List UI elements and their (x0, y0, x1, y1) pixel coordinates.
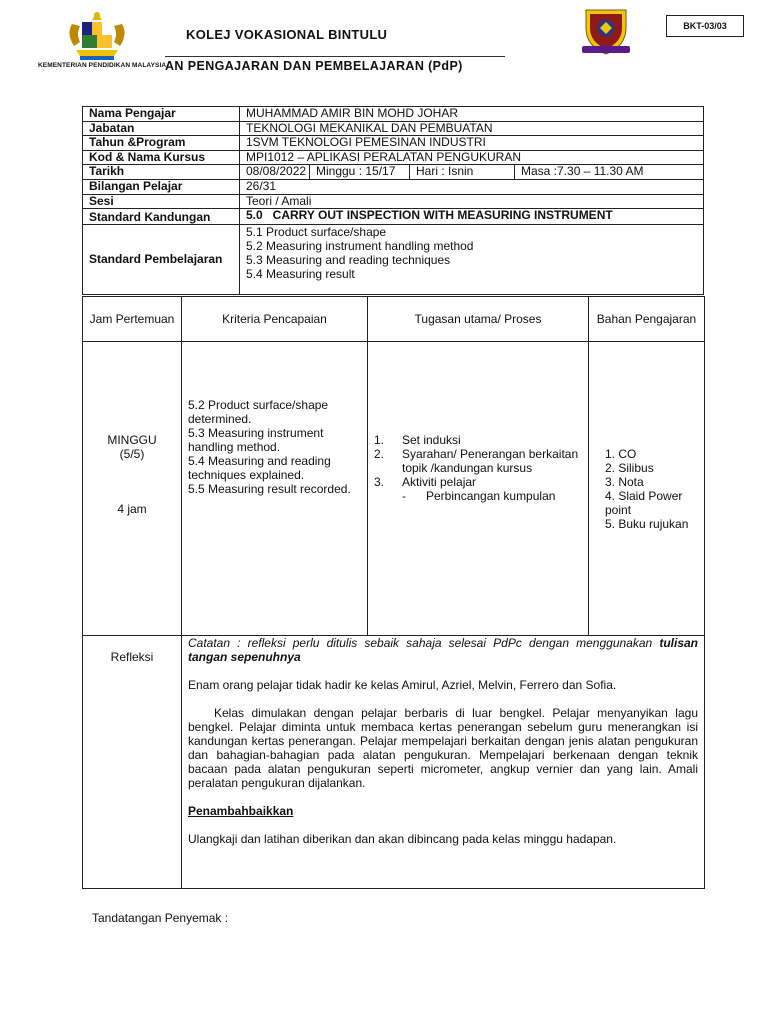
document-title: AN PENGAJARAN DAN PEMBELAJARAN (PdP) (165, 59, 463, 73)
row-kod-kursus (83, 150, 704, 165)
value-standard-pembelajaran (240, 225, 704, 295)
pembelajaran-item: 5.2 Measuring instrument handling method (246, 239, 474, 253)
label-standard-kandungan: Standard Kandungan (83, 209, 240, 225)
refleksi-note-bold: tulisan tangan sepenuhnya (188, 636, 699, 664)
refleksi-label: Refleksi (83, 636, 182, 889)
bahan-item: 1. CO (605, 447, 637, 461)
value-nama-pengajar: MUHAMMAD AMIR BIN MOHD JOHAR (240, 107, 704, 122)
refleksi-heading: Penambahbaikkan (188, 804, 294, 818)
tugasan-num: 3. (374, 475, 385, 489)
row-standard-kandungan (83, 209, 704, 225)
content-row (83, 342, 705, 636)
row-sesi (83, 194, 704, 209)
malaysia-coat-of-arms-icon (62, 10, 132, 62)
header-tugasan: Tugasan utama/ Proses (368, 297, 589, 342)
tugasan-text: Syarahan/ Penerangan berkaitan topik /kandungan kursus (402, 447, 579, 475)
pembelajaran-item: 5.1 Product surface/shape (246, 225, 387, 239)
kriteria-item: 5.2 Product surface/shape determined. (188, 398, 329, 426)
value-sesi: Teori / Amali (240, 194, 704, 209)
refleksi-note-text: Catatan : refleksi perlu ditulis sebaik sahaja selesai PdPc dengan menggunakan (188, 636, 653, 650)
ministry-name: KEMENTERIAN PENDIDIKAN MALAYSIA (38, 62, 167, 69)
row-bilangan (83, 180, 704, 195)
row-jabatan (83, 121, 704, 136)
jam-minggu: MINGGU (107, 433, 157, 447)
header-kriteria: Kriteria Pencapaian (182, 297, 368, 342)
form-code: BKT-03/03 (666, 15, 744, 37)
jam-week: (5/5) (119, 447, 145, 461)
row-tahun-program (83, 136, 704, 151)
tarikh-date: 08/08/2022 (240, 165, 310, 179)
label-jabatan: Jabatan (83, 121, 240, 136)
label-kod-kursus: Kod & Nama Kursus (83, 150, 240, 165)
signature-label: Tandatangan Penyemak : (92, 911, 229, 925)
bahan-item: 3. Nota (605, 475, 644, 489)
kriteria-item: 5.4 Measuring and reading techniques explained. (188, 454, 331, 482)
refleksi-improvement: Ulangkaji dan latihan diberikan dan akan dibincang pada kelas minggu hadapan. (188, 832, 617, 846)
info-table (82, 106, 704, 295)
college-name: KOLEJ VOKASIONAL BINTULU (186, 27, 388, 42)
label-standard-pembelajaran: Standard Pembelajaran (83, 225, 240, 295)
label-tahun-program: Tahun &Program (83, 136, 240, 151)
bahan-item: 5. Buku rujukan (605, 517, 689, 531)
value-standard-kandungan: 5.0 CARRY OUT INSPECTION WITH MEASURING INSTRUMENT (240, 209, 704, 225)
label-sesi: Sesi (83, 194, 240, 209)
bahan-cell (589, 342, 705, 636)
tugasan-item (374, 447, 582, 475)
tugasan-subtext: Perbincangan kumpulan (426, 489, 556, 503)
header-row (83, 297, 705, 342)
pembelajaran-item: 5.4 Measuring result (246, 267, 355, 281)
college-crest-icon (578, 6, 634, 56)
refleksi-note (188, 636, 698, 664)
tarikh-hari: Hari : Isnin (410, 165, 515, 179)
label-bilangan: Bilangan Pelajar (83, 180, 240, 195)
tarikh-masa: Masa :7.30 – 11.30 AM (521, 164, 644, 178)
tugasan-num: 1. (374, 433, 385, 447)
tugasan-num: 2. (374, 447, 385, 461)
tugasan-subitem (374, 489, 582, 503)
header-jam: Jam Pertemuan (83, 297, 182, 342)
value-jabatan: TEKNOLOGI MEKANIKAL DAN PEMBUATAN (240, 121, 704, 136)
jam-hours: 4 jam (117, 502, 147, 516)
pembelajaran-item: 5.3 Measuring and reading techniques (246, 253, 451, 267)
value-kod-kursus: MPI1012 – APLIKASI PERALATAN PENGUKURAN (240, 150, 704, 165)
kriteria-item: 5.5 Measuring result recorded. (188, 482, 351, 496)
refleksi-row (83, 636, 705, 889)
row-tarikh (83, 165, 704, 180)
tugasan-text: Aktiviti pelajar (402, 475, 477, 489)
label-tarikh: Tarikh (83, 165, 240, 180)
tugasan-cell (368, 342, 589, 636)
tugasan-item (374, 433, 582, 447)
value-bilangan: 26/31 (240, 180, 704, 195)
refleksi-absent: Enam orang pelajar tidak hadir ke kelas Amirul, Azriel, Melvin, Ferrero dan Sofia. (188, 678, 617, 692)
tugasan-item (374, 475, 582, 489)
bahan-item: 4. Slaid Power point (605, 489, 683, 517)
label-nama-pengajar: Nama Pengajar (83, 107, 240, 122)
jam-cell (83, 342, 182, 636)
kriteria-item: 5.3 Measuring instrument handling method. (188, 426, 324, 454)
tarikh-minggu: Minggu : 15/17 (310, 165, 410, 179)
value-tarikh (240, 165, 704, 180)
lesson-table (82, 296, 705, 889)
value-tahun-program: 1SVM TEKNOLOGI PEMESINAN INDUSTRI (240, 136, 704, 151)
row-nama-pengajar (83, 107, 704, 122)
refleksi-paragraph: Kelas dimulakan dengan pelajar berbaris di luar bengkel. Pelajar menyanyikan lagu bengkel. Pelajar diminta untuk membaca kertas penerangan sebelum guru menerangkan isi kandungan kertas penerangan. Pelajar mempelajari berkaitan dengan jenis alatan pengukuran dan bahagian-bahagian pada alatan pengukuran. Mempelajari berkenaan dengan teknik bacaan pada alatan pengukuran seperti micrometer, angkup vernier dan yang lain. Amali peralatan pengukuran dijalankan. (188, 706, 698, 790)
title-rule (165, 56, 505, 57)
header-bahan: Bahan Pengajaran (589, 297, 705, 342)
refleksi-body (182, 636, 705, 889)
kriteria-cell (182, 342, 368, 636)
tugasan-text: Set induksi (402, 433, 461, 447)
tugasan-dash: - (402, 489, 406, 503)
row-standard-pembelajaran (83, 225, 704, 295)
bahan-item: 2. Silibus (605, 461, 654, 475)
